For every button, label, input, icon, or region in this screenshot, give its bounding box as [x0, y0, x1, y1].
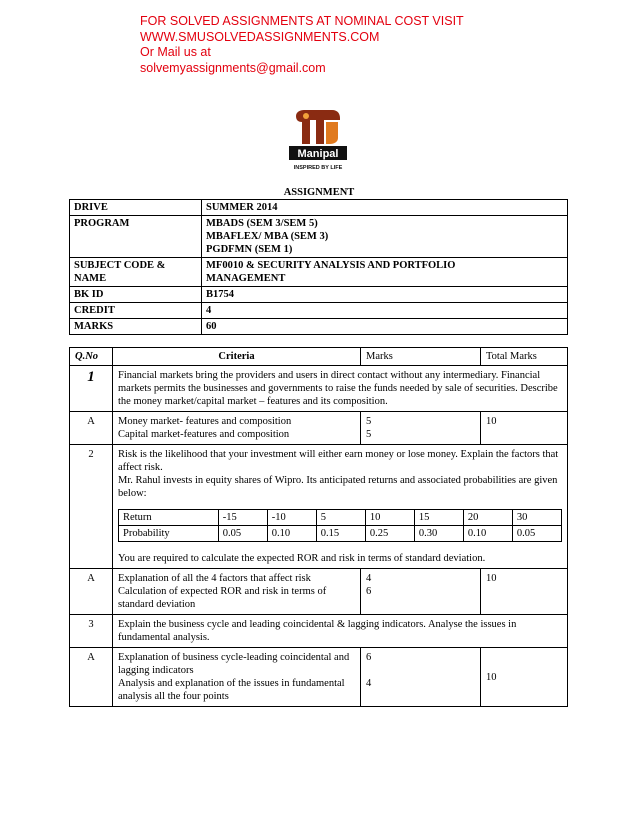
return-value: -10: [267, 510, 316, 526]
info-row-bkid: [70, 287, 568, 303]
marks-cell: [361, 569, 481, 615]
marks-cell: [361, 412, 481, 445]
q3-criterion-2: Analysis and explanation of the issues in fundamental analysis all the four points: [118, 678, 345, 702]
info-label: BK ID: [70, 287, 202, 303]
mark-spacer: [366, 664, 475, 677]
probability-value: 0.05: [218, 526, 267, 542]
info-value: [202, 258, 568, 287]
q2-criterion-1: Explanation of all the 4 factors that affect risk: [118, 573, 311, 584]
q1-criterion-2: Capital market-features and composition: [118, 429, 290, 440]
sub-label: A: [70, 412, 113, 445]
question-1-criteria-row: [70, 412, 568, 445]
header-qno: Q.No: [70, 348, 113, 366]
probability-value: 0.25: [365, 526, 414, 542]
logo-brand: Manipal: [297, 148, 339, 160]
probability-value: 0.05: [512, 526, 561, 542]
criteria-cell: [113, 412, 361, 445]
q2-criterion-2: Calculation of expected ROR and risk in terms of standard deviation: [118, 586, 327, 610]
return-value: 30: [512, 510, 561, 526]
sub-label: A: [70, 648, 113, 707]
header-criteria: Criteria: [113, 348, 361, 366]
q3-total-marks: 10: [481, 648, 568, 707]
criteria-cell: [113, 648, 361, 707]
question-2-criteria-row: [70, 569, 568, 615]
info-value: [202, 216, 568, 258]
subject-line-1: MF0010 & SECURITY ANALYSIS AND PORTFOLIO: [206, 260, 456, 271]
info-label: CREDIT: [70, 303, 202, 319]
probability-value: 0.15: [316, 526, 365, 542]
manipal-logo: [286, 108, 350, 174]
q2-text-1: Risk is the likelihood that your investment will either earn money or lose money. Explain the factors that affect risk.: [118, 449, 559, 473]
info-label: [70, 258, 202, 287]
subject-label-1: SUBJECT CODE &: [74, 260, 166, 271]
q1-criterion-1: Money market- features and composition: [118, 416, 292, 427]
subject-line-2: MANAGEMENT: [206, 273, 286, 284]
program-line-2: MBAFLEX/ MBA (SEM 3): [206, 231, 329, 242]
q1-mark-2: 5: [366, 429, 372, 440]
q1-total-marks: 10: [481, 412, 568, 445]
probability-value: 0.10: [267, 526, 316, 542]
promo-line-1: FOR SOLVED ASSIGNMENTS AT NOMINAL COST VISIT: [140, 14, 464, 28]
question-1-row: [70, 366, 568, 412]
info-row-drive: [70, 200, 568, 216]
q2-mark-1: 4: [366, 573, 372, 584]
marks-cell: [361, 648, 481, 707]
row-label: Probability: [119, 526, 219, 542]
return-value: -15: [218, 510, 267, 526]
program-line-3: PGDFMN (SEM 1): [206, 244, 293, 255]
header-marks: Marks: [361, 348, 481, 366]
q2-text-3: You are required to calculate the expected ROR and risk in terms of standard deviation.: [118, 553, 486, 564]
returns-row: [119, 510, 562, 526]
subject-label-2: NAME: [74, 273, 107, 284]
promo-line-3: Or Mail us at: [140, 45, 211, 59]
info-row-credit: [70, 303, 568, 319]
q3-mark-2: 4: [366, 678, 372, 689]
assignment-info-table: [69, 199, 568, 335]
question-3-text: Explain the business cycle and leading coincidental & lagging indicators. Analyse the issues in fundamental analysis.: [113, 615, 568, 648]
return-value: 5: [316, 510, 365, 526]
info-row-marks: [70, 319, 568, 335]
q1-mark-1: 5: [366, 416, 372, 427]
program-line-1: MBADS (SEM 3/SEM 5): [206, 218, 318, 229]
return-value: 20: [463, 510, 512, 526]
question-3-criteria-row: [70, 648, 568, 707]
row-label: Return: [119, 510, 219, 526]
assignment-title: ASSIGNMENT: [283, 187, 355, 198]
criteria-header-row: [70, 348, 568, 366]
logo-tagline: INSPIRED BY LIFE: [293, 165, 343, 171]
probability-value: 0.10: [463, 526, 512, 542]
return-value: 10: [365, 510, 414, 526]
info-row-program: [70, 216, 568, 258]
probability-value: 0.30: [414, 526, 463, 542]
question-number: [70, 366, 113, 412]
info-value: 4: [202, 303, 568, 319]
sub-label: A: [70, 569, 113, 615]
returns-probability-table: [118, 509, 562, 542]
info-value: SUMMER 2014: [202, 200, 568, 216]
q2-mark-2: 6: [366, 586, 372, 597]
question-1-text: Financial markets bring the providers and users in direct contact without any intermediary. Financial markets permits the businesses and governments to raise the funds needed by sale of securities. Describe the money market/capital market – features and its composition.: [113, 366, 568, 412]
promo-email[interactable]: solvemyassignments@gmail.com: [140, 60, 326, 75]
info-label: MARKS: [70, 319, 202, 335]
question-3-row: [70, 615, 568, 648]
return-value: 15: [414, 510, 463, 526]
criteria-table: [69, 347, 568, 707]
question-2-row: [70, 445, 568, 569]
info-label: PROGRAM: [70, 216, 202, 258]
q1-number: 1: [87, 369, 95, 385]
criteria-cell: [113, 569, 361, 615]
q2-total-marks: 10: [481, 569, 568, 615]
q3-mark-1: 6: [366, 652, 372, 663]
info-row-subject: [70, 258, 568, 287]
q2-text-2: Mr. Rahul invests in equity shares of Wipro. Its anticipated returns and associated probabilities are given below:: [118, 475, 558, 499]
promo-line-2[interactable]: WWW.SMUSOLVEDASSIGNMENTS.COM: [140, 29, 380, 44]
probability-row: [119, 526, 562, 542]
info-value: B1754: [202, 287, 568, 303]
q2-number: 2: [70, 445, 113, 569]
header-total-marks: Total Marks: [481, 348, 568, 366]
q3-number: 3: [70, 615, 113, 648]
info-value: 60: [202, 319, 568, 335]
info-label: DRIVE: [70, 200, 202, 216]
question-2-text: [113, 445, 568, 569]
promo-banner: [140, 14, 464, 76]
q3-criterion-1: Explanation of business cycle-leading coincidental and lagging indicators: [118, 652, 350, 676]
